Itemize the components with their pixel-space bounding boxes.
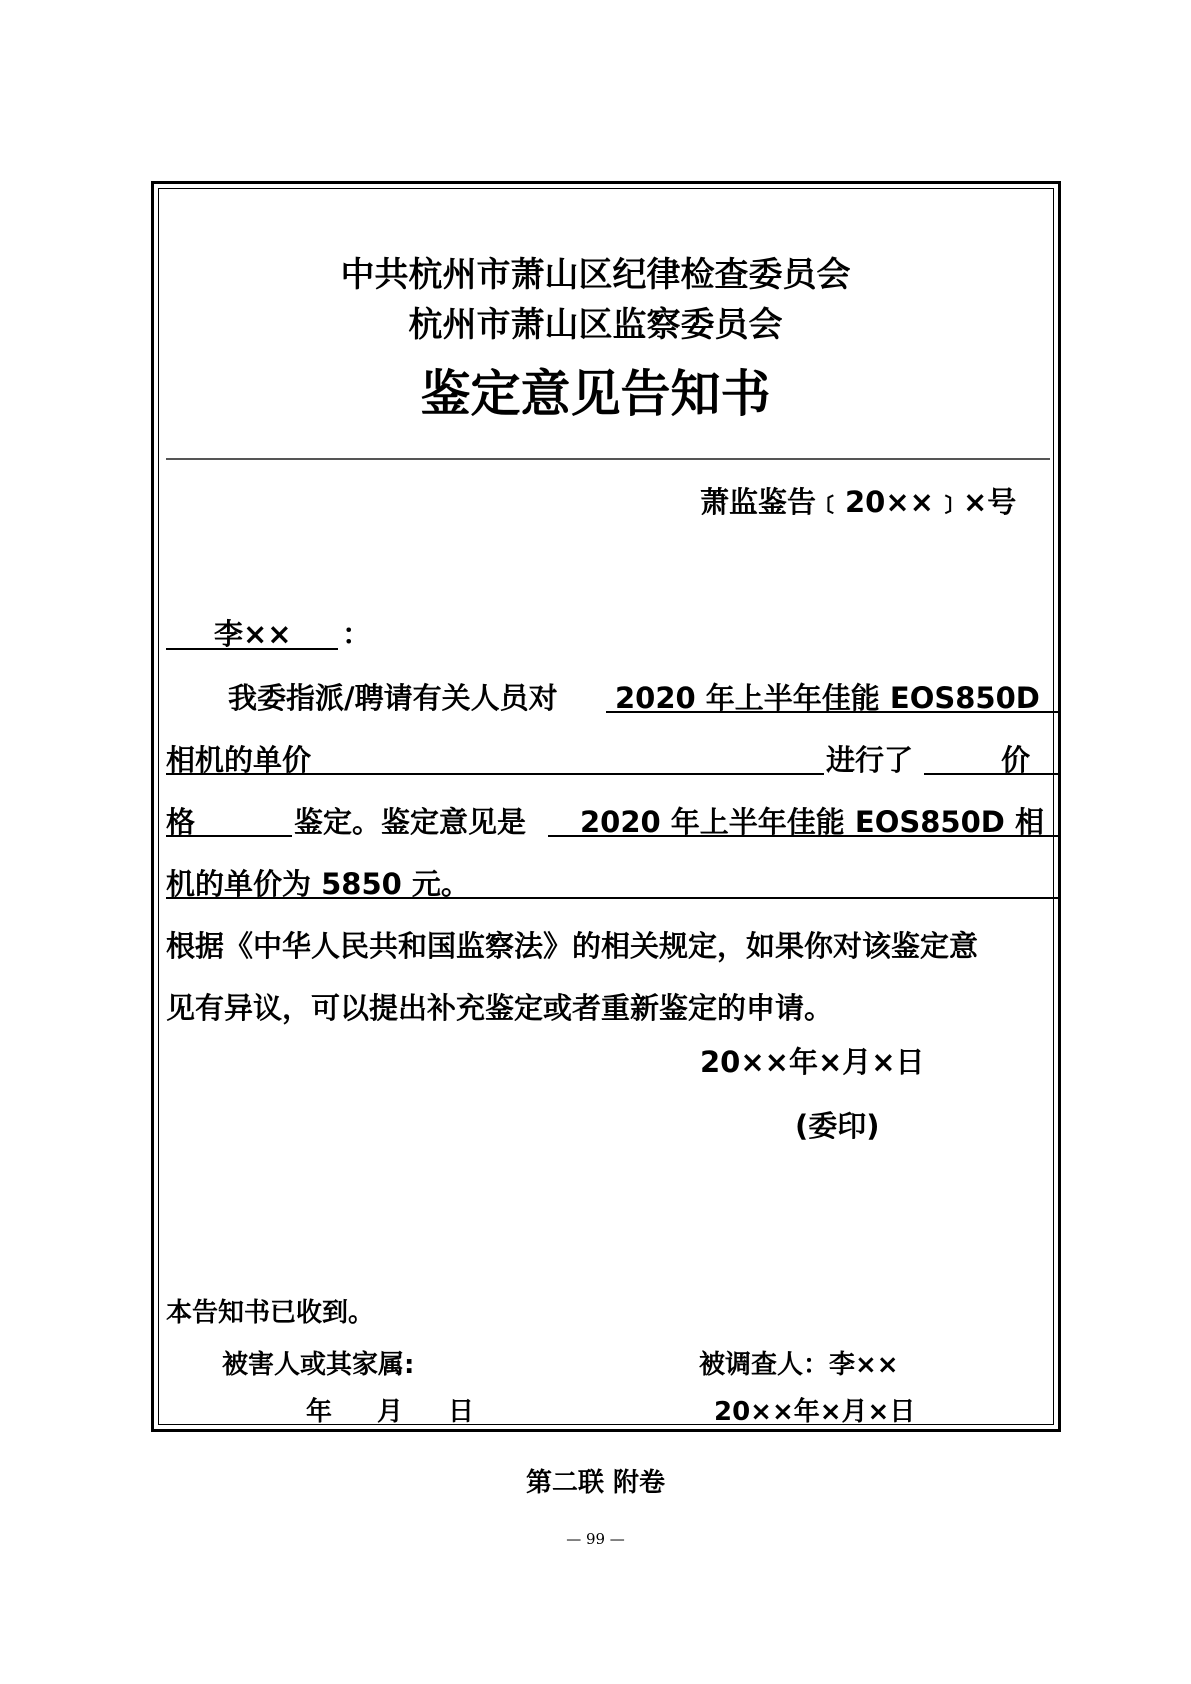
committee-seal: (委印) xyxy=(795,1109,880,1143)
header-divider xyxy=(166,458,1050,460)
opinion-text-1: 2020 年上半年佳能 EOS850D 相 xyxy=(580,805,1044,839)
org-name-line-2: 杭州市萧山区监察委员会 xyxy=(408,305,783,345)
appraisal-type-text-2: 格 xyxy=(166,805,196,839)
receipt-acknowledgement: 本告知书已收到。 xyxy=(166,1298,375,1328)
recipient-name: 李×× xyxy=(214,617,292,651)
respondent-signature-label: 被调查人：李×× xyxy=(699,1350,899,1380)
body-intro: 我委指派/聘请有关人员对 xyxy=(228,681,558,715)
page-number: — 99 — xyxy=(566,1530,625,1548)
appraisal-type-underline-1 xyxy=(924,738,1058,775)
issue-date: 20××年×月×日 xyxy=(700,1045,925,1079)
recipient-colon: ： xyxy=(342,617,372,651)
appraisal-type-text-1: 价 xyxy=(1001,743,1031,777)
copy-label: 第二联 附卷 xyxy=(525,1468,666,1498)
subject-text-1: 2020 年上半年佳能 EOS850D xyxy=(615,681,1040,715)
opinion-label: 鉴定。鉴定意见是 xyxy=(294,805,527,839)
victim-date-year: 年 xyxy=(306,1397,333,1427)
opinion-text-2: 机的单价为 5850 元。 xyxy=(166,867,470,901)
subject-text-2: 相机的单价 xyxy=(166,743,312,777)
org-name-line-1: 中共杭州市萧山区纪律检查委员会 xyxy=(340,255,851,295)
performed-text: 进行了 xyxy=(826,743,914,777)
victim-date-month: 月 xyxy=(377,1397,404,1427)
document-title: 鉴定意见告知书 xyxy=(420,365,771,423)
legal-basis-line-2: 见有异议，可以提出补充鉴定或者重新鉴定的申请。 xyxy=(166,991,834,1025)
respondent-date: 20××年×月×日 xyxy=(714,1397,916,1427)
victim-date-day: 日 xyxy=(448,1397,475,1427)
victim-signature-label: 被害人或其家属: xyxy=(222,1350,415,1380)
legal-basis-line-1: 根据《中华人民共和国监察法》的相关规定，如果你对该鉴定意 xyxy=(166,929,979,963)
document-number: 萧监鉴告﹝20××﹞×号 xyxy=(700,485,1017,519)
